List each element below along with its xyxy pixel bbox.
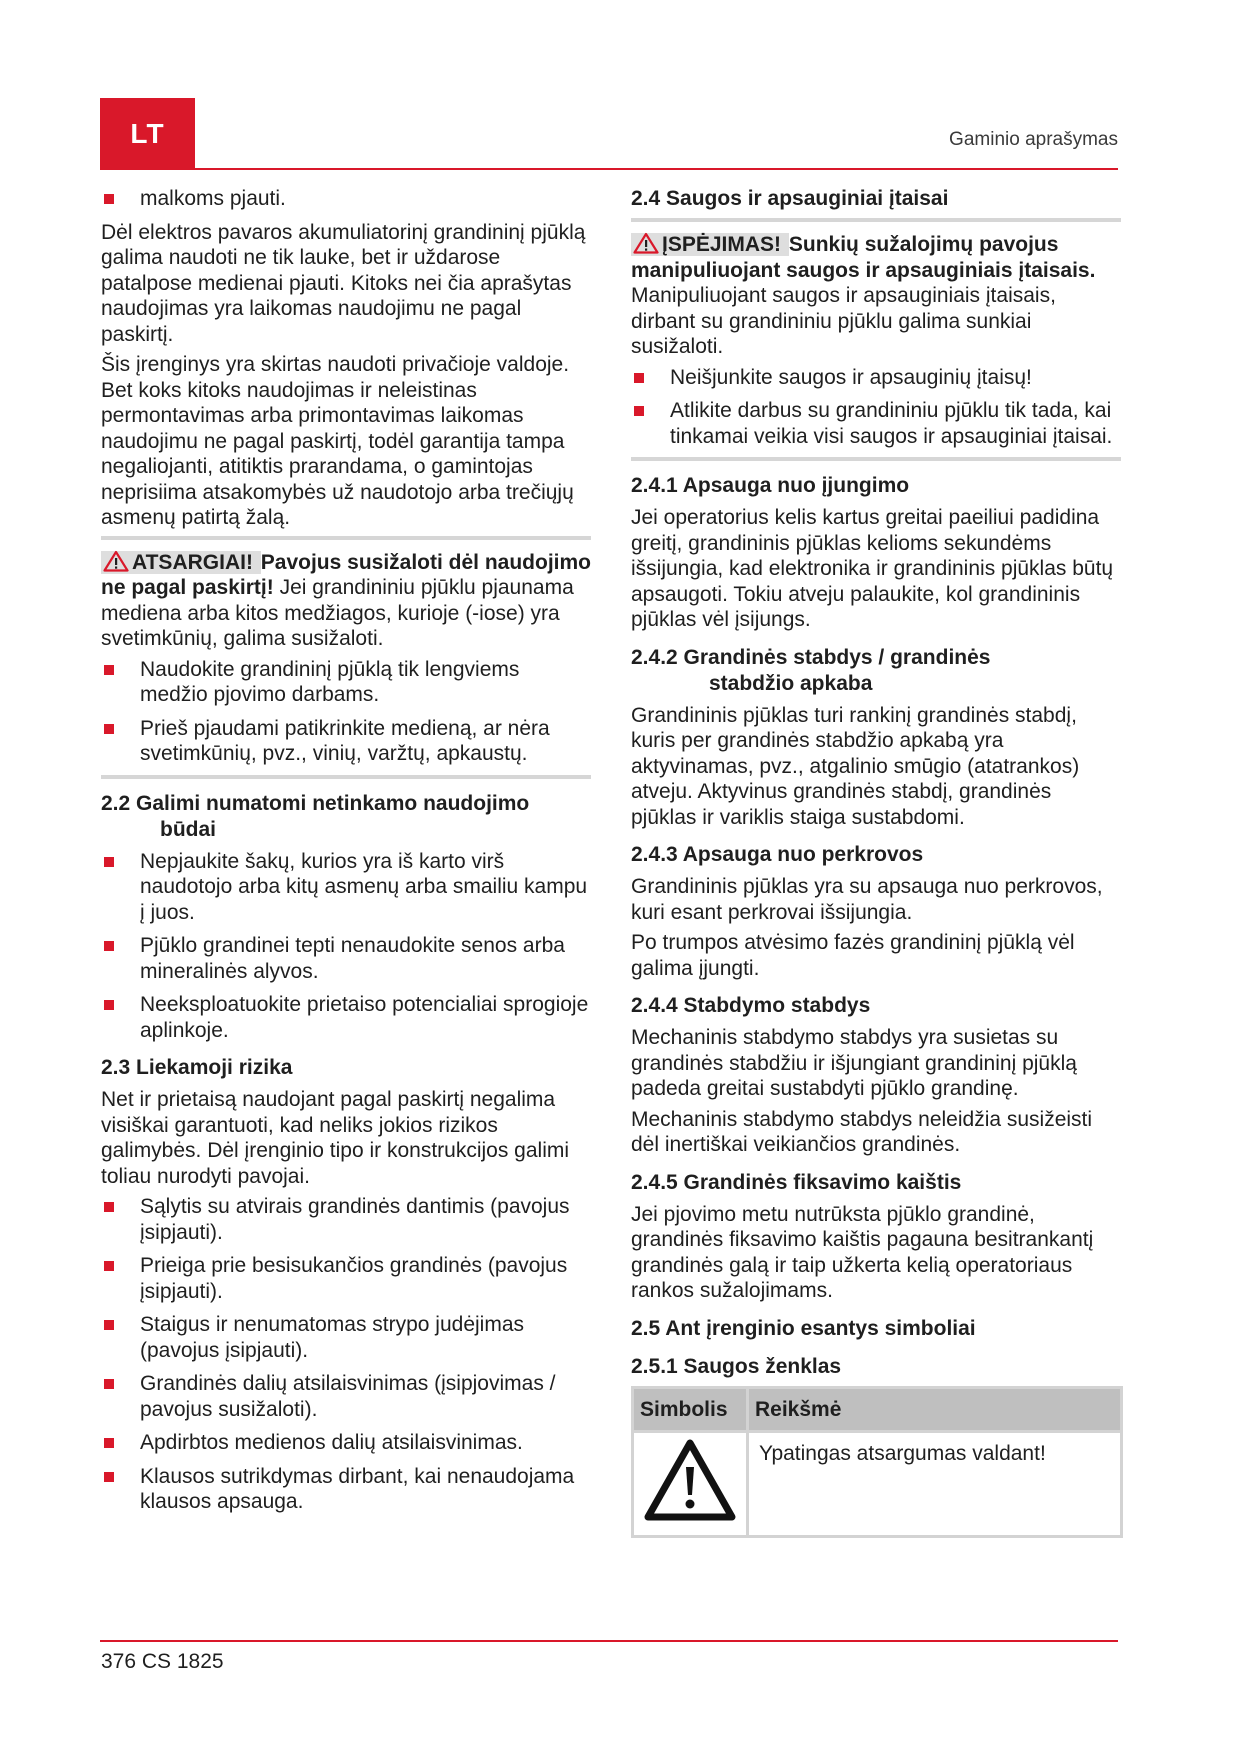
symbol-cell (633, 1432, 748, 1537)
paragraph: Net ir prietaisą naudojant pagal paskirtį negalima visiškai garantuoti, kad neliks jokios rizikos galimybės. Dėl įrenginio tipo ir konstrukcijos galimi toliau nurodyti pavojai. (101, 1088, 570, 1188)
paragraph: Mechaninis stabdymo stabdys neleidžia susižeisti dėl inertiškai veikiančios grandinės. (631, 1107, 1093, 1156)
section-title: Gaminio aprašymas (949, 129, 1118, 150)
header-divider (100, 168, 1118, 170)
list-item: malkoms pjauti. (101, 186, 591, 212)
paragraph: Dėl elektros pavaros akumuliatorinį grandininį pjūklą galima naudoti ne tik lauke, bet ir uždarose patalpose medienai pjauti. Kitoks nei čia aprašytas naudojimas yra laikomas naudojimu ne pagal paskirtį. (101, 220, 586, 346)
paragraph: Po trumpos atvėsimo fazės grandininį pjūklą vėl galima įjungti. (631, 931, 1075, 980)
misuse-list (101, 849, 591, 1044)
warning-title: Sunkių sužalojimų pavojus manipuliuojant saugos ir apsauginiais įtaisais. (631, 233, 1096, 282)
column-header-symbol: Simbolis (633, 1387, 748, 1432)
list-item: Klausos sutrikdymas dirbant, kai nenaudojama klausos apsauga. (101, 1464, 591, 1515)
language-badge: LT (100, 98, 195, 170)
table-row (633, 1432, 1122, 1537)
safety-sign-table (631, 1386, 1123, 1539)
heading-2-4-1: 2.4.1 Apsauga nuo įjungimo (631, 474, 910, 497)
heading-2-2 (101, 791, 591, 843)
paragraph: Šis įrenginys yra skirtas naudoti privačioje valdoje. Bet koks kitoks naudojimas ir neleistinas permontavimas arba primontavimas laikomas naudojimu ne pagal paskirtį, todėl garantija tampa negaliojanti, atitiktis prarandama, o gamintojas neprisiima atsakomybės už naudotojo arba trečiųjų asmenų patirtą žalą. (101, 353, 574, 529)
residual-risk-list (101, 1194, 591, 1515)
footer-divider (100, 1640, 1118, 1642)
paragraph: Grandininis pjūklas yra su apsauga nuo perkrovos, kuri esant perkrovai išsijungia. (631, 875, 1103, 924)
heading-line: 2.2 Galimi numatomi netinkamo naudojimo (101, 791, 530, 815)
warning-triangle-icon (642, 1437, 738, 1523)
paragraph: Grandininis pjūklas turi rankinį grandinės stabdį, kuris per grandinės stabdžio apkabą yra aktyvinamas, pvz., atgalinio smūgio (atatrankos) atveju. Aktyvinus grandinės stabdį, grandinės pjūklas ir variklis staiga sustabdomi. (631, 703, 1080, 829)
list-item: Nepjaukite šakų, kurios yra iš karto virš naudotojo arba kitų asmenų arba smailiu kampu į juos. (101, 849, 591, 926)
footer-model-number: 376 CS 1825 (101, 1650, 224, 1673)
warning-triangle-icon (633, 232, 659, 254)
heading-2-5-1: 2.5.1 Saugos ženklas (631, 1354, 842, 1378)
notice-divider (631, 218, 1121, 222)
warning-label: ĮSPĖJIMAS! (662, 233, 782, 256)
warning-text: Manipuliuojant saugos ir apsauginiais įtaisais, dirbant su grandininiu pjūklu galima sunkiai susižaloti. (631, 284, 1056, 358)
left-column (101, 186, 591, 1523)
list-item: Grandinės dalių atsilaisvinimas (įsipjovimas / pavojus susižaloti). (101, 1371, 591, 1422)
meaning-cell: Ypatingas atsargumas valdant! (748, 1432, 1122, 1537)
list-item: Prieš pjaudami patikrinkite medieną, ar nėra svetimkūnių, pvz., vinių, varžtų, apkaustų. (101, 716, 591, 767)
heading-line: stabdžio apkaba (709, 671, 873, 695)
heading-2-4-2 (631, 645, 1121, 697)
caution-list (101, 657, 591, 767)
heading-line: 2.4.2 Grandinės stabdys / grandinės (631, 645, 991, 669)
list-item: Neišjunkite saugos ir apsauginių įtaisų! (631, 365, 1121, 391)
intro-list (101, 186, 591, 212)
paragraph: Mechaninis stabdymo stabdys yra susietas su grandinės stabdžiu ir išjungiant grandininį pjūklą padeda greitai sustabdyti pjūklo grandinę. (631, 1026, 1077, 1100)
warning-list (631, 365, 1121, 450)
list-item: Apdirbtos medienos dalių atsilaisvinimas. (101, 1430, 591, 1456)
paragraph: Jei pjovimo metu nutrūksta pjūklo grandinė, grandinės fiksavimo kaištis pagauna besitrankantį grandinės galą ir taip užkerta kelią operatoriaus rankos sužalojimams. (631, 1202, 1094, 1302)
list-item: Atlikite darbus su grandininiu pjūklu tik tada, kai tinkamai veikia visi saugos ir apsauginiai įtaisai. (631, 398, 1121, 449)
list-item: Staigus ir nenumatomas strypo judėjimas (pavojus įsipjauti). (101, 1312, 591, 1363)
caution-label: ATSARGIAI! (132, 550, 253, 574)
heading-2-4-3: 2.4.3 Apsauga nuo perkrovos (631, 843, 924, 866)
heading-line: būdai (160, 817, 216, 841)
paragraph: Jei operatorius kelis kartus greitai paeiliui padidina greitį, grandininis pjūklas kelioms sekundėms išsijungia, kad elektronika ir grandininis pjūklas būtų apsaugoti. Tokiu atveju palaukite, kol grandininis pjūklas vėl įsijungs. (631, 506, 1114, 631)
warning-notice (631, 232, 1121, 360)
table-header-row (633, 1387, 1122, 1432)
notice-divider (101, 536, 591, 540)
heading-2-4: 2.4 Saugos ir apsauginiai įtaisai (631, 187, 949, 210)
list-item: Prieiga prie besisukančios grandinės (pavojus įsipjauti). (101, 1253, 591, 1304)
list-item: Pjūklo grandinei tepti nenaudokite senos arba mineralinės alyvos. (101, 933, 591, 984)
notice-divider (101, 775, 591, 779)
heading-2-4-5: 2.4.5 Grandinės fiksavimo kaištis (631, 1170, 962, 1194)
right-column (631, 186, 1121, 1538)
caution-title: Pavojus susižaloti dėl naudojimo ne pagal paskirtį! (101, 550, 592, 599)
heading-2-4-4: 2.4.4 Stabdymo stabdys (631, 994, 871, 1017)
list-item: Neeksploatuokite prietaiso potencialiai sprogioje aplinkoje. (101, 992, 591, 1043)
warning-triangle-icon (103, 550, 129, 572)
column-header-meaning: Reikšmė (748, 1387, 1122, 1432)
caution-label-box (101, 551, 261, 574)
heading-2-5: 2.5 Ant įrenginio esantys simboliai (631, 1316, 976, 1340)
warning-label-box (631, 233, 789, 256)
heading-2-3: 2.3 Liekamoji rizika (101, 1056, 293, 1079)
caution-text: Jei grandininiu pjūklu pjaunama mediena arba kitos medžiagos, kurioje (-iose) yra svetimkūnių, galima susižaloti. (101, 576, 574, 650)
caution-notice (101, 550, 591, 652)
notice-divider (631, 457, 1121, 461)
list-item: Sąlytis su atvirais grandinės dantimis (pavojus įsipjauti). (101, 1194, 591, 1245)
list-item: Naudokite grandininį pjūklą tik lengviems medžio pjovimo darbams. (101, 657, 591, 708)
